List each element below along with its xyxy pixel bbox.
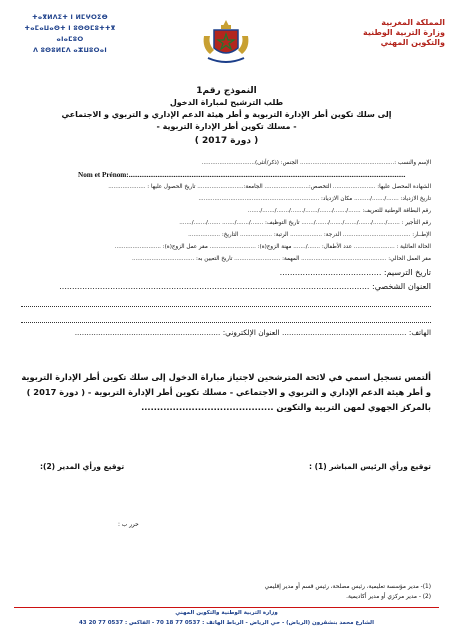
kingdom-emblem-icon [198, 14, 254, 70]
request-title: طلب الترشيح لمباراة الدخول [169, 98, 284, 107]
titularization-field[interactable]: تاريخ الترسيم: ........................................ [279, 268, 431, 277]
address-field[interactable]: العنوان الشخصي: .......................................................................................................................... [59, 282, 431, 291]
ministry-header-tifinagh [10, 12, 130, 56]
family-status-field[interactable]: الحالة العائلية : ....................... عدد الأطفال: ......./....... مهنة الزوج(ة): .......................... مقر عمل الزوج(ة): .......................... [114, 244, 431, 250]
header-right-line-2: وزارة التربية الوطنية [362, 28, 445, 37]
workplace-field[interactable]: مقر العمل الحالي: ................................................ المهمة: .......................... تاريخ التعيين به: ................................... [131, 256, 431, 262]
address-line [21, 306, 431, 307]
program-title-line: إلى سلك تكوين أطر الإدارة التربوية و أطر هيئة الدعم الإداري و التربوي و الاجتماعي [61, 110, 392, 119]
grade-field[interactable]: الإطــار: ...................................... الدرجة: .................. الرتبة: .................. التاريخ: .................. [188, 232, 431, 238]
address-line [21, 322, 431, 323]
diploma-field[interactable]: الشهادة المحصل عليها: ........................ التخصص:......................... الجامعة:.......................... تاريخ الحصول عليها : ..................... [108, 184, 431, 190]
cin-field[interactable]: رقم البطاقة الوطنية للتعريف: ......./......./......./......./......./......./......./....... [247, 208, 431, 214]
director-signature-label: توقيع ورأي المدير (2): [40, 462, 125, 471]
footer-ministry: وزارة التربية الوطنية والتكوين المهني [175, 610, 278, 616]
header-left-line-3: ⴷ ⵓⵙⵓⵍⵎⴷ ⴰⵣⵡⵓⵔⴰⵏ [33, 47, 107, 54]
ministry-header-arabic [325, 18, 445, 48]
track-title-line: - مسلك تكوين أطر الإدارة التربوية - [156, 122, 297, 131]
written-at-label: حرر ب : [118, 522, 139, 528]
phone-email-field[interactable]: الهاتف: ..................................................... العنوان الإلكتروني: .............................................................. [74, 328, 431, 337]
supervisor-signature-label: توقيع ورأي الرئيس المباشر (1) : [308, 462, 431, 471]
footnote-2: (2) - مدير مركزي أو مدير أكاديمية. [346, 594, 431, 600]
header-right-line-3: والتكوين المهني [380, 38, 445, 47]
header-left-line-2: ⵜⴰⵎⴰⵡⴰⵙⵜ ⵏ ⵓⵙⵙⵎⵓⵜⵜⴳ ⴰⵏⴰⵎⵓⵔ [24, 25, 116, 43]
session-title: ( دورة 2017 ) [194, 136, 259, 146]
som-field[interactable]: رقم التأجير : ......./......./......./......./......./......./....... تاريخ التوظيف: ......./......./....... ......./......./....... [179, 220, 431, 226]
nom-prenom-field[interactable]: Nom et Prénom:.......................................................................................................................................................... [78, 171, 406, 179]
header-right-line-1: المملكة المغربية [381, 18, 445, 27]
footer-rule [14, 607, 439, 608]
footer-address: الشارع محمد بنشقرون (الرياض) - حي الرياض - الرباط الهاتف : 0537 77 18 70 - الفاكس : 0537 77 20 43 [78, 620, 375, 626]
birth-field[interactable]: تاريخ الازدياد: ......./......./......... مكان الازدياد: .................................................................... [198, 196, 431, 202]
request-paragraph: ألتمس تسجيل اسمي في لائحة المترشحين لاجتياز مباراة الدخول إلى سلك تكوين أطر الإدارة التربوية و أطر هيئة الدعم الإداري و التربوي و الاجتماعي - مسلك تكوين أطر الإدارة التربوية - ( دورة 2017 ) بالمركز الجهوي لمهن التربية والتكوين .......................................... [21, 372, 431, 412]
form-number-title: النموذج رقم1 [196, 86, 257, 96]
header-left-line-1: ⵜⴰⴳⵍⴷⵉⵜ ⵏ ⵍⵎⵖⵔⵉⴱ [32, 14, 108, 21]
footnote-1: (1)- مدير مؤسسة تعليمية، رئيس مصلحة، رئيس قسم أو مدير إقليمي [264, 584, 431, 590]
name-gender-field[interactable]: الإسم والنسب :..................................................... الجنس: (ذكر/أنثى).............................. [201, 160, 431, 166]
